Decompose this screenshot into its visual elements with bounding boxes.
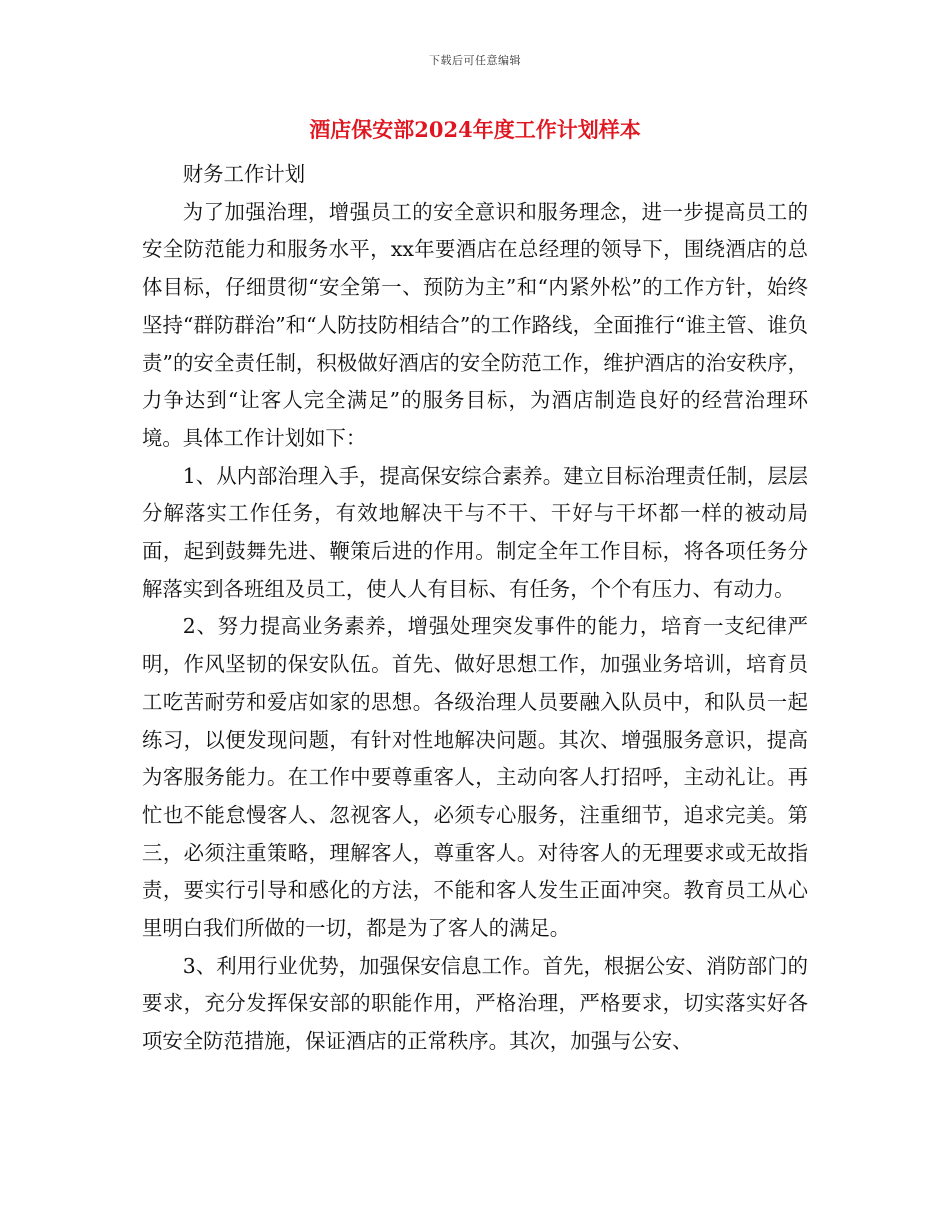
document-title: 酒店保安部2024年度工作计划样本: [309, 117, 641, 142]
paragraph-section-heading: 财务工作计划: [182, 162, 306, 186]
paragraph-item-1: 1、从内部治理入手，提高保安综合素养。建立目标治理责任制，层层分解落实工作任务，有效地解决干与不干、干好与干坏都一样的被动局面，起到鼓舞先进、鞭策后进的作用。制定全年工作目标，将各项任务分解落实到各班组及员工，使人人有目标、有任务，个个有压力、有动力。: [142, 463, 808, 601]
paragraph-item-3: 3、利用行业优势，加强保安信息工作。首先，根据公安、消防部门的要求，充分发挥保安部的职能作用，严格治理，严格要求，切实落实好各项安全防范措施，保证酒店的正常秩序。其次，加强与公安、: [142, 953, 808, 1054]
paragraph-intro: 为了加强治理，增强员工的安全意识和服务理念，进一步提高员工的安全防范能力和服务水平，xx年要酒店在总经理的领导下，围绕酒店的总体目标，仔细贯彻“安全第一、预防为主”和“内紧外松”的工作方针，始终坚持“群防群治”和“人防技防相结合”的工作路线，全面推行“谁主管、谁负责”的安全责任制，积极做好酒店的安全防范工作，维护酒店的治安秩序，力争达到“让客人完全满足”的服务目标，为酒店制造良好的经营治理环境。具体工作计划如下：: [142, 199, 808, 450]
document-body: [142, 156, 808, 1061]
header-note: 下载后可任意编辑: [429, 54, 521, 67]
paragraph-item-2: 2、努力提高业务素养，增强处理突发事件的能力，培育一支纪律严明，作风坚韧的保安队伍。首先、做好思想工作，加强业务培训，培育员工吃苦耐劳和爱店如家的思想。各级治理人员要融入队员中，和队员一起练习，以便发现问题，有针对性地解决问题。其次、增强服务意识，提高为客服务能力。在工作中要尊重客人，主动向客人打招呼，主动礼让。再忙也不能怠慢客人、忽视客人，必须专心服务，注重细节，追求完美。第三，必须注重策略，理解客人，尊重客人。对待客人的无理要求或无故指责，要实行引导和感化的方法，不能和客人发生正面冲突。教育员工从心里明白我们所做的一切，都是为了客人的满足。: [142, 614, 808, 941]
